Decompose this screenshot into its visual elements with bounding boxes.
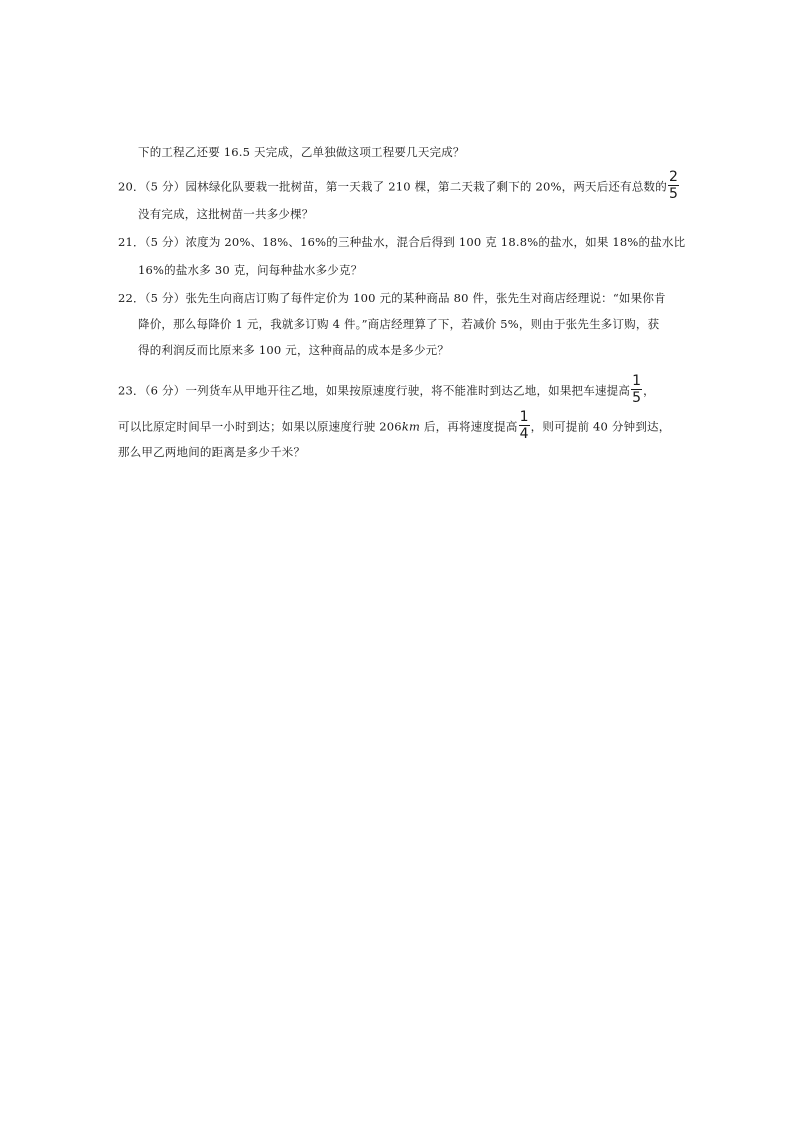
q20-line-2	[138, 206, 314, 222]
q20-fraction-denominator: 5	[668, 186, 679, 202]
q22-text-1: 22．（5 分）张先生向商店订购了每件定价为 100 元的某种商品 80 件，张先生对商店经理说：“如果你肯	[118, 291, 666, 305]
q22-line-1	[118, 290, 666, 306]
q23-line-1	[118, 373, 655, 407]
q21-text-1: 21．（5 分）浓度为 20%、18%、16%的三种盐水，混合后得到 100 克 18.8%的盐水，如果 18%的盐水比	[118, 235, 686, 249]
q22-text-2: 降价，那么每降价 1 元，我就多订购 4 件。”商店经理算了下，若减价 5%，则由于张先生多订购，获	[138, 317, 660, 331]
q19-continuation-line	[138, 144, 465, 160]
q19-continuation-text: 下的工程乙还要 16.5 天完成，乙单独做这项工程要几天完成？	[138, 145, 465, 159]
q23-text-2b: 后，再将速度提高	[420, 419, 518, 434]
q23-unit-km: km	[401, 419, 421, 434]
q20-text-1: 20．（5 分）园林绿化队要栽一批树苗，第一天栽了 210 棵，第二天栽了剩下的 20%，两天后还有总数的	[118, 179, 667, 194]
q23-text-2c: ，则可提前 40 分钟到达，	[530, 419, 671, 434]
q21-line-1	[118, 234, 685, 250]
q23-text-1: 23．（6 分）一列货车从甲地开往乙地，如果按原速度行驶，将不能准时到达乙地，如果把车速提高	[118, 383, 631, 398]
q20-fraction	[668, 170, 679, 201]
q23-fraction-2-denominator: 4	[519, 426, 529, 442]
q23-line-3	[118, 444, 305, 460]
q20-line-1	[118, 169, 680, 203]
q21-line-2	[138, 262, 362, 278]
q23-text-2a: 可以比原定时间早一小时到达；如果以原速度行驶 206	[118, 419, 402, 434]
q23-fraction-2	[519, 410, 530, 441]
q23-line-2	[118, 409, 671, 443]
q23-fraction-1-numerator: 1	[632, 373, 642, 389]
q22-line-2	[138, 316, 659, 332]
q22-text-3: 得的利润反而比原来多 100 元，这种商品的成本是多少元？	[138, 343, 450, 357]
q23-fraction-1-denominator: 5	[632, 390, 642, 406]
q20-fraction-numerator: 2	[668, 169, 679, 185]
q21-text-2: 16%的盐水多 30 克，问每种盐水多少克？	[138, 263, 363, 277]
q23-text-1-end: ，	[643, 383, 655, 398]
q23-fraction-2-numerator: 1	[519, 409, 529, 425]
q22-line-3	[138, 342, 449, 358]
q23-text-3: 那么甲乙两地间的距离是多少千米？	[118, 445, 306, 459]
q20-text-2: 没有完成，这批树苗一共多少棵？	[138, 207, 314, 221]
q23-fraction-1	[631, 374, 642, 405]
